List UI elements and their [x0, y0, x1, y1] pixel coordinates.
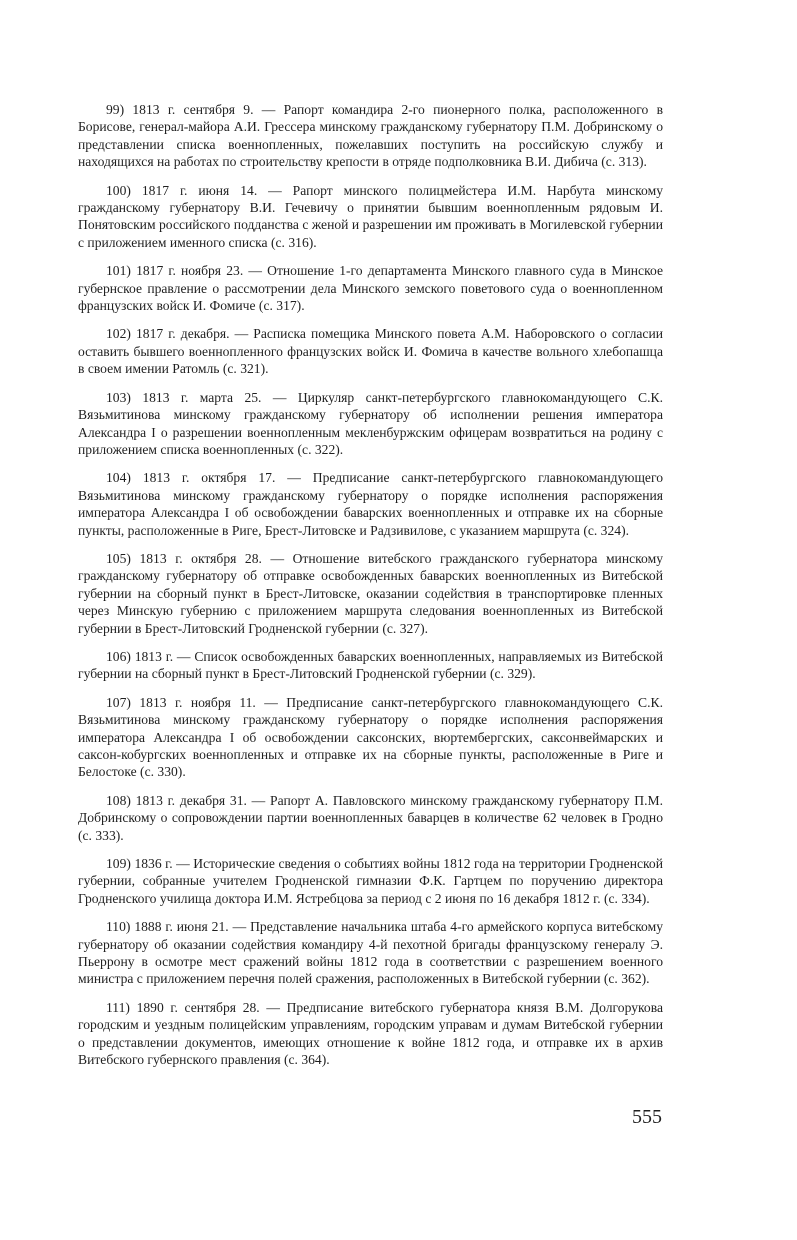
- entry-107: 107) 1813 г. ноября 11. — Предписание санкт-петербургского главнокомандующего С.К. Вязьмитинова минскому гражданскому губернатору о порядке исполнения распоряжения императора Александра I об освобождении саксонских, вюртембергских, саксонвеймарских и саксон-кобургских военнопленных и отправке их на сборные пункты, расположенные в Риге и Белостоке (с. 330).: [78, 694, 663, 780]
- entry-106: 106) 1813 г. — Список освобожденных баварских военнопленных, направляемых из Витебской губернии на сборный пункт в Брест-Литовский Гродненской губернии (с. 329).: [78, 648, 663, 682]
- entry-102: 102) 1817 г. декабря. — Расписка помещика Минского повета А.М. Наборовского о согласии оставить бывшего военнопленного французских войск И. Фомича в качестве вольного хлебопашца в своем имении Ратомль (с. 321).: [78, 326, 663, 377]
- entry-109: 109) 1836 г. — Исторические сведения о событиях войны 1812 года на территории Гродненской губернии, собранные учителем Гродненской гимназии Ф.К. Гартцем по поручению директора Гродненского училища доктора И.М. Ястребцова за период с 2 июня по 16 декабря 1812 г. (с. 334).: [78, 856, 663, 906]
- entry-104: 104) 1813 г. октября 17. — Предписание санкт-петербургского главнокомандующего Вязьмитинова минскому гражданскому губернатору о порядке исполнения распоряжения императора Александра I об освобождении баварских военнопленных и отправке их на сборные пункты, расположенные в Риге, Брест-Литовске и Радзивилове, с указанием маршрута (с. 324).: [78, 470, 663, 538]
- entry-105: 105) 1813 г. октября 28. — Отношение витебского гражданского губернатора минскому гражданскому губернатору об отправке освобожденных баварских военнопленных из Витебской губернии на сборный пункт в Брест-Литовске, оказании содействия в транспортировке пленных через Минскую губернию с приложением маршрута следования военнопленных из Витебской губернии в Брест-Литовский Гродненской губернии (с. 327).: [78, 550, 663, 636]
- document-body: [78, 101, 663, 1080]
- page-number: 555: [632, 1106, 662, 1128]
- entry-99: 99) 1813 г. сентября 9. — Рапорт командира 2-го пионерного полка, расположенного в Борисове, генерал-майора А.И. Грессера минскому гражданскому губернатору П.М. Добринскому о представлении списка военнопленных, пожелавших поступить на российскую службу и находящихся на работах по строительству крепости в отряде подполковника В.И. Дибича (с. 313).: [78, 102, 663, 170]
- entry-108: 108) 1813 г. декабря 31. — Рапорт А. Павловского минскому гражданскому губернатору П.М. Добринскому о сопровождении партии военнопленных баварцев в количестве 62 человек в Гродно (с. 333).: [78, 792, 663, 843]
- entry-111: 111) 1890 г. сентября 28. — Предписание витебского губернатора князя В.М. Долгорукова городским и уездным полицейским управлениям, городским управам и думам Витебской губернии о представлении документов, имеющих отношение к войне 1812 года, и отправке их в архив Витебского губернского правления (с. 364).: [78, 999, 663, 1068]
- entry-100: 100) 1817 г. июня 14. — Рапорт минского полицмейстера И.М. Нарбута минскому гражданскому губернатору В.И. Гечевичу о принятии бывшим военнопленным рядовым И. Понятовским российского подданства с женой и разрешении им проживать в Могилевской губернии с приложением именного списка (с. 316).: [78, 182, 663, 250]
- entry-103: 103) 1813 г. марта 25. — Циркуляр санкт-петербургского главнокомандующего С.К. Вязьмитинова минскому гражданскому губернатору об исполнении решения императора Александра I о разрешении военнопленным мекленбуржским офицерам возвратиться на родину с приложением списка военнопленных (с. 322).: [78, 389, 663, 457]
- entry-110: 110) 1888 г. июня 21. — Представление начальника штаба 4-го армейского корпуса витебскому губернатору об оказании содействия командиру 4-й пехотной бригады французскому генералу Э. Пьеррону в осмотре мест сражений войны 1812 года в соответствии с разрешением военного министра с приложением перечня полей сражения, расположенных в Витебской губернии (с. 362).: [78, 919, 663, 987]
- entry-101: 101) 1817 г. ноября 23. — Отношение 1-го департамента Минского главного суда в Минское губернское правление о рассмотрении дела Минского земского поветового суда о военнопленном французских войск И. Фомиче (с. 317).: [78, 263, 663, 314]
